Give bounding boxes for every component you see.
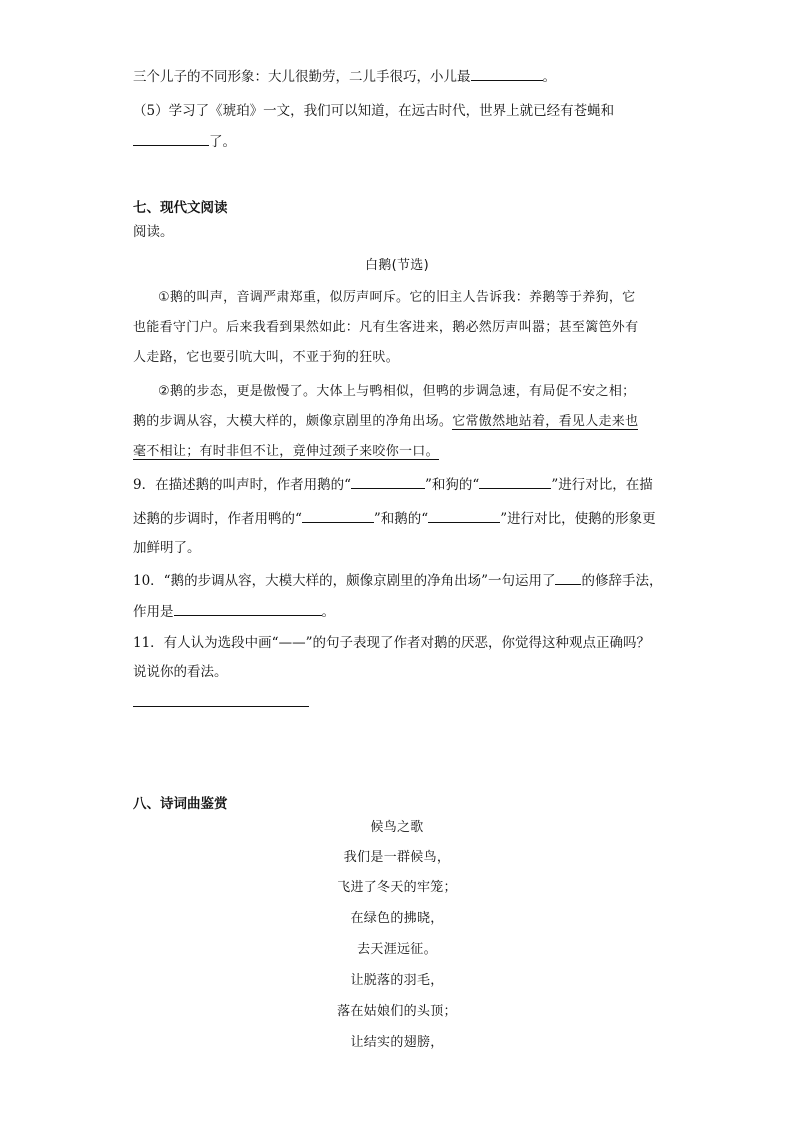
passage-p1-line2: 也能看守门户。后来我看到果然如此：凡有生客进来，鹅必然厉声叫嚣；甚至篱笆外有 (133, 320, 639, 335)
passage-p1-line1: ①鹅的叫声，音调严肃郑重，似厉声呵斥。它的旧主人告诉我：养鹅等于养狗，它 (158, 290, 636, 305)
poem-line: 让脱落的羽毛， (350, 973, 444, 988)
answer-blank[interactable] (351, 474, 425, 489)
answer-line[interactable] (133, 706, 309, 707)
poem-line: 去天涯远征。 (357, 942, 437, 957)
passage-p2-line3 (133, 442, 439, 462)
passage-title: 白鹅(节选) (365, 258, 429, 273)
poem-line: 落在姑娘们的头顶； (337, 1004, 457, 1019)
poem-title: 候鸟之歌 (370, 820, 424, 835)
question-10-line1: 10．“鹅的步调从容，大模大样的，颇像京剧里的净角出场”一句运用了 的修辞手法， (133, 570, 662, 591)
top-line-1: 三个儿子的不同形象：大儿很勤劳，二儿手很巧，小儿最 。 (133, 66, 556, 87)
answer-blank[interactable] (133, 131, 209, 146)
section-8-title: 八、诗词曲鉴赏 (133, 796, 228, 812)
question-11-line2: 说说你的看法。 (133, 664, 228, 680)
answer-blank[interactable] (174, 601, 322, 616)
section-7-intro: 阅读。 (133, 224, 174, 240)
underlined-sentence: 它常傲然地站着，看见人走来也 (452, 414, 639, 429)
underlined-sentence: 毫不相让；有时非但不让，竟伸过颈子来咬你一口。 (133, 444, 439, 459)
question-9-line2: 述鹅的步调时，作者用鸭的“ ”和鹅的“ ”进行对比，使鹅的形象更 (133, 508, 656, 529)
question-10-line2: 作用是 。 (133, 601, 335, 622)
question-11-line1: 11．有人认为选段中画“——”的句子表现了作者对鹅的厌恶，你觉得这种观点正确吗？ (133, 635, 650, 651)
poem-line: 飞进了冬天的牢笼； (337, 880, 457, 895)
top-line-2: （5）学习了《琥珀》一文，我们可以知道，在远古时代，世界上就已经有苍蝇和 (133, 103, 615, 119)
question-9-line3: 加鲜明了。 (133, 540, 201, 556)
answer-blank[interactable] (479, 474, 551, 489)
poem-line: 让结实的翅膀， (350, 1035, 444, 1050)
answer-blank[interactable] (302, 508, 374, 523)
question-9-line1: 9．在描述鹅的叫声时，作者用鹅的“ ”和狗的“ ”进行对比，在描 (133, 474, 653, 495)
answer-blank[interactable] (471, 66, 543, 81)
poem-line: 在绿色的拂晓， (350, 911, 444, 926)
answer-blank[interactable] (428, 508, 500, 523)
poem-line: 我们是一群候鸟， (343, 850, 451, 865)
passage-p1-line3: 人走路，它也要引吭大叫，不亚于狗的狂吠。 (133, 350, 400, 365)
passage-p2-line2: 鹅的步调从容，大模大样的，颇像京剧里的净角出场。它常傲然地站着，看见人走来也 (133, 414, 639, 429)
answer-blank[interactable] (555, 570, 581, 585)
section-7-title: 七、现代文阅读 (133, 200, 228, 216)
passage-p2-line1: ②鹅的步态，更是傲慢了。大体上与鸭相似，但鸭的步调急速，有局促不安之相； (158, 384, 636, 399)
top-line-3: 了。 (133, 131, 236, 152)
